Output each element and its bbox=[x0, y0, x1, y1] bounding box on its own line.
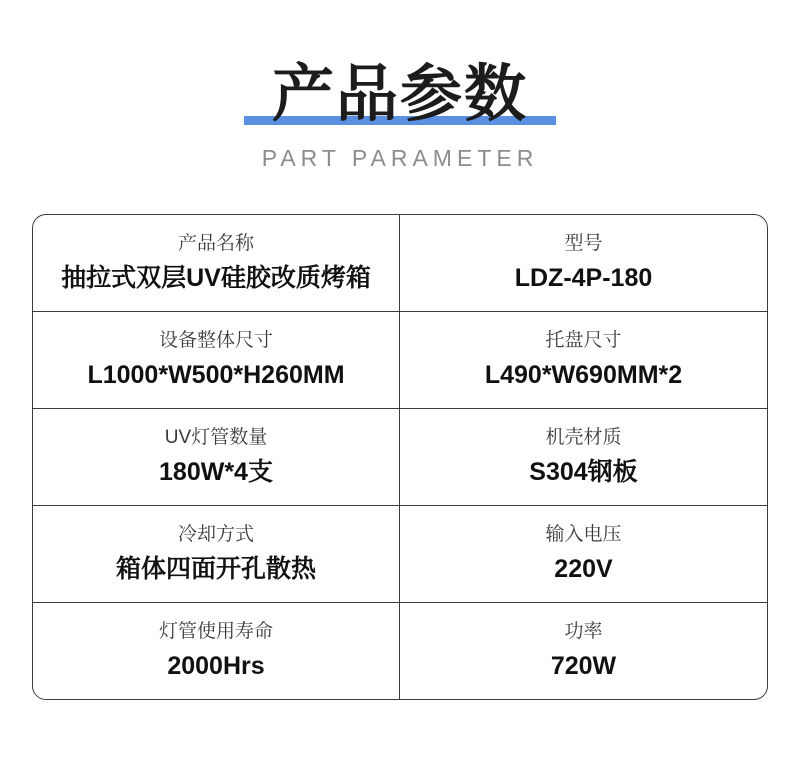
spec-label: 功率 bbox=[564, 621, 603, 643]
spec-cell-left bbox=[33, 312, 400, 408]
spec-cell-right bbox=[400, 506, 767, 602]
spec-value: L1000*W500*H260MM bbox=[87, 361, 345, 390]
spec-value: 180W*4支 bbox=[159, 458, 273, 487]
spec-label: UV灯管数量 bbox=[164, 427, 268, 449]
spec-label: 托盘尺寸 bbox=[545, 330, 622, 352]
page-subtitle: PART PARAMETER bbox=[261, 145, 539, 172]
table-row bbox=[33, 409, 767, 506]
table-row bbox=[33, 312, 767, 409]
spec-value: L490*W690MM*2 bbox=[484, 361, 683, 390]
spec-value: 220V bbox=[554, 555, 613, 584]
spec-label: 产品名称 bbox=[177, 233, 254, 255]
spec-cell-left bbox=[33, 409, 400, 505]
spec-cell-right bbox=[400, 312, 767, 408]
spec-label: 型号 bbox=[564, 233, 603, 255]
table-row bbox=[33, 215, 767, 312]
spec-value: 箱体四面开孔散热 bbox=[115, 555, 316, 584]
spec-label: 输入电压 bbox=[545, 524, 622, 546]
spec-label: 设备整体尺寸 bbox=[158, 330, 273, 352]
spec-table bbox=[32, 214, 768, 700]
table-row bbox=[33, 603, 767, 699]
spec-value: S304钢板 bbox=[529, 458, 638, 487]
spec-cell-left bbox=[33, 506, 400, 602]
title-wrap bbox=[258, 58, 542, 129]
spec-cell-left bbox=[33, 603, 400, 699]
spec-value: 抽拉式双层UV硅胶改质烤箱 bbox=[61, 264, 371, 293]
spec-cell-right bbox=[400, 603, 767, 699]
page-title: 产品参数 bbox=[271, 57, 528, 130]
spec-cell-right bbox=[400, 409, 767, 505]
spec-cell-left bbox=[33, 215, 400, 311]
spec-label: 灯管使用寿命 bbox=[158, 621, 273, 643]
spec-cell-right bbox=[400, 215, 767, 311]
page-header bbox=[0, 58, 800, 172]
spec-label: 冷却方式 bbox=[177, 524, 254, 546]
spec-value: 2000Hrs bbox=[167, 652, 265, 681]
spec-value: 720W bbox=[550, 652, 617, 681]
spec-label: 机壳材质 bbox=[545, 427, 622, 449]
table-row bbox=[33, 506, 767, 603]
spec-value: LDZ-4P-180 bbox=[514, 264, 653, 293]
